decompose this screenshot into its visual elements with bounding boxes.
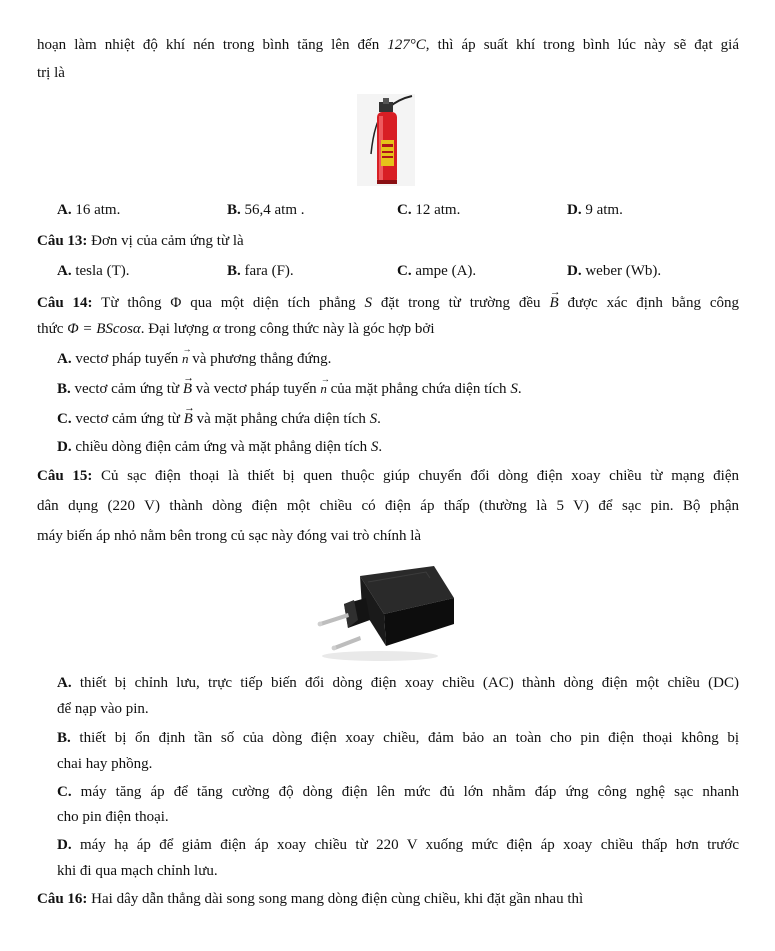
q14-option-a [57,350,331,369]
q14-option-d [57,438,382,457]
q12-option-b [227,201,305,220]
option-label: D. [57,439,72,455]
option-text: 12 atm. [415,202,461,218]
vector-B: → B [183,380,192,399]
option-text: . [378,439,383,455]
q16-stem [37,890,583,909]
q13-stem [37,232,244,251]
option-label: B. [57,730,71,746]
option-text: 9 atm. [585,202,623,218]
option-text: của mặt phẳng chứa diện tích [330,381,507,397]
option-label: C. [397,263,412,279]
q14-stem-line2 [37,320,435,339]
option-text: máy hạ áp để giảm điện áp xoay chiều từ 220 V xuống mức điện áp xoay chiều thấp hơn trước [79,837,739,853]
q12-option-d [567,201,623,220]
option-label: B. [227,202,241,218]
vector-n: → n [320,381,327,397]
q12-stem-line2: trị là [37,65,65,81]
q15-option-c-line2: cho pin điện thoại. [57,809,169,825]
option-text: thiết bị ổn định tần số của dòng điện xoay chiều, đảm bảo an toàn cho pin điện thoại không bị [79,730,740,746]
q12-text-cont: , thì áp suất khí trong bình lúc này sẽ đạt giá [425,37,740,53]
symbol-alpha: α [212,321,221,337]
q12-text: hoạn làm nhiệt độ khí nén trong bình tăng lên đến [37,37,380,53]
q12-temperature: 127°C [387,37,426,53]
option-text: và mặt phẳng chứa diện tích [196,411,366,427]
phone-charger-image [308,558,458,662]
q14-option-b [57,380,522,399]
question-text: Hai dây dẫn thẳng dài song song mang dòng điện cùng chiều, khi đặt gần nhau thì [91,891,584,907]
option-text: ampe (A). [415,263,477,279]
question-text: Củ sạc điện thoại là thiết bị quen thuộc giúp chuyển đổi dòng điện xoay chiều từ mạng điện [101,468,740,484]
q15-option-a-line1 [57,674,739,693]
q13-option-b [227,262,294,281]
q13-option-d [567,262,661,281]
option-label: C. [57,411,72,427]
question-text: thức [37,321,64,337]
option-label: B. [227,263,241,279]
formula: Φ = BScosα [67,321,141,337]
symbol-S: S [364,295,373,311]
vector-B: → B [184,410,193,429]
question-text: . Đại lượng [140,321,209,337]
vector-B: → B [549,294,558,313]
question-text: Từ thông Φ qua một diện tích phẳng [101,295,356,311]
option-label: A. [57,675,72,691]
option-text: và vectơ pháp tuyến [195,381,317,397]
option-text: vectơ cảm ứng từ [75,411,180,427]
question-number: Câu 15: [37,468,93,484]
q15-option-a-line2: để nạp vào pin. [57,701,149,717]
option-label: D. [57,837,72,853]
question-text: được xác định bằng công [567,295,739,311]
q15-stem-line1 [37,467,739,486]
question-text: đặt trong từ trường đều [380,295,541,311]
question-number: Câu 13: [37,233,88,249]
option-label: C. [57,784,72,800]
option-text: máy tăng áp để tăng cường độ dòng điện lên mức đủ lớn nhằm đáp ứng công nghệ sạc nhanh [80,784,739,800]
option-text: tesla (T). [75,263,130,279]
question-text: Đơn vị của cảm ứng từ là [91,233,244,249]
q15-option-d-line1 [57,836,739,855]
option-label: D. [567,202,582,218]
option-text: 56,4 atm . [244,202,305,218]
option-text: . [377,411,381,427]
q15-option-d-line2: khi đi qua mạch chỉnh lưu. [57,863,218,879]
q12-option-a [57,201,120,220]
option-text: vectơ cảm ứng từ [74,381,180,397]
q15-option-b-line1 [57,729,739,748]
q12-option-c [397,201,460,220]
option-text: . [517,381,522,397]
option-label: A. [57,202,72,218]
option-label: A. [57,263,72,279]
q13-option-c [397,262,476,281]
option-text: fara (F). [244,263,294,279]
q14-option-c [57,410,381,429]
option-label: D. [567,263,582,279]
q13-option-a [57,262,129,281]
option-text: và phương thẳng đứng. [192,351,332,367]
option-label: B. [57,381,71,397]
option-text: 16 atm. [75,202,121,218]
symbol-S: S [369,411,378,427]
q12-stem-line1 [37,36,739,55]
question-number: Câu 16: [37,891,88,907]
q14-stem-line1 [37,294,739,313]
option-text: vectơ pháp tuyến [75,351,179,367]
q15-stem-line2: dân dụng (220 V) thành dòng điện một chiều có điện áp thấp (thường là 5 V) để sạc pin. Bộ phận [37,498,739,514]
option-text: thiết bị chỉnh lưu, trực tiếp biến đổi dòng điện xoay chiều (AC) thành dòng điện một chiều (DC) [79,675,739,691]
question-text: trong công thức này là góc hợp bởi [224,321,435,337]
symbol-S: S [510,381,518,397]
q15-option-c-line1 [57,783,739,802]
option-label: A. [57,351,72,367]
question-number: Câu 14: [37,295,93,311]
symbol-S: S [370,439,379,455]
option-text: weber (Wb). [585,263,662,279]
option-text: chiều dòng điện cảm ứng và mặt phẳng diện tích [75,439,368,455]
vector-n: → n [182,351,189,367]
option-label: C. [397,202,412,218]
fire-extinguisher-image [357,94,415,186]
q15-stem-line3: máy biến áp nhỏ nằm bên trong củ sạc này đóng vai trò chính là [37,528,422,544]
q15-option-b-line2: chai hay phồng. [57,756,153,772]
